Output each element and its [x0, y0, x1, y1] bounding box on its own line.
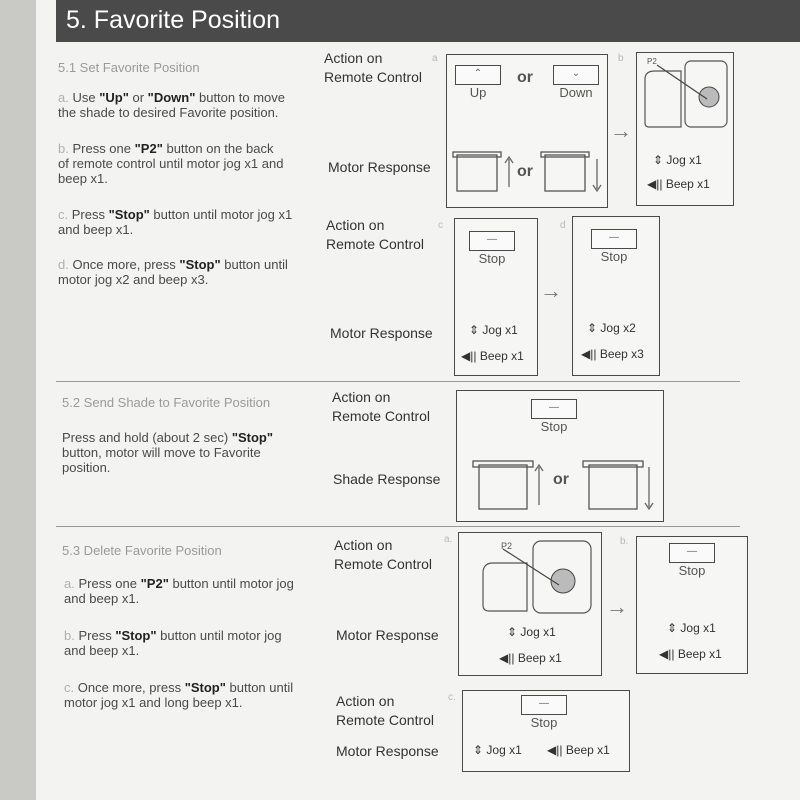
shade-up-down-icon: [457, 391, 663, 521]
speaker-icon: ◀||: [659, 647, 675, 661]
stop-button: —: [521, 695, 567, 715]
jog-response: ⇕ Jog x1: [469, 323, 518, 337]
motor-response-label: Motor Response: [330, 325, 433, 341]
shade-response-label: Shade Response: [333, 471, 441, 487]
motor-response-label: Motor Response: [328, 159, 431, 175]
arrow-right-icon: →: [606, 594, 628, 619]
stop-caption: Stop: [530, 715, 558, 730]
down-button: ⌄: [553, 65, 599, 85]
step-letter: d.: [58, 257, 69, 272]
jog-icon: ⇕: [473, 743, 484, 757]
speaker-icon: ◀||: [547, 743, 563, 757]
or-text: or: [553, 471, 569, 488]
diagram-delete-c-stop: [462, 690, 630, 772]
beep-response: ◀|| Beep x1: [659, 647, 722, 661]
jog-response: ⇕ Jog x1: [653, 153, 702, 167]
action-label: Action on Remote Control: [332, 389, 431, 424]
diagram-letter-b: b: [618, 53, 624, 64]
diagram-letter-a: a.: [444, 534, 453, 545]
step-5-2-text: Press and hold (about 2 sec) "Stop" button, motor will move to Favorite position.: [62, 430, 274, 475]
action-label: Action on Remote Control: [326, 217, 425, 252]
arrow-right-icon: →: [610, 118, 632, 143]
stop-button: —: [669, 543, 715, 563]
step-5-3-b: b. Press "Stop" button until motor jog and beep x1.: [64, 628, 282, 658]
stop-button: —: [591, 229, 637, 249]
p2-caption: P2: [647, 57, 657, 66]
stop-caption: Stop: [540, 419, 568, 434]
step-letter: b.: [64, 628, 75, 643]
p2-caption: P2: [501, 541, 513, 551]
speaker-icon: ◀||: [499, 651, 515, 665]
speaker-icon: ◀||: [461, 349, 477, 363]
jog-icon: ⇕: [507, 625, 518, 639]
speaker-icon: ◀||: [581, 347, 597, 361]
step-5-1-b: b. Press one "P2" button on the back of remote control until motor jog x1 and beep x1.: [58, 141, 284, 186]
stop-caption: Stop: [478, 251, 506, 266]
step-5-3-a: a. Press one "P2" button until motor jog and beep x1.: [64, 576, 294, 606]
page-title: 5. Favorite Position: [66, 6, 280, 34]
jog-icon: ⇕: [667, 621, 678, 635]
diagram-c-stop: [454, 218, 538, 376]
diagram-delete-a-p2: [458, 532, 602, 676]
beep-response: ◀|| Beep x1: [499, 651, 562, 665]
remote-back-icon: [637, 53, 733, 143]
action-label: Action on Remote Control: [334, 537, 433, 572]
beep-response: ◀|| Beep x1: [647, 177, 710, 191]
remote-back-icon: [459, 533, 601, 623]
action-label: Action on Remote Control: [336, 693, 435, 728]
shade-up-down-icon: [447, 55, 607, 207]
motor-response-label: Motor Response: [336, 743, 439, 759]
section-5-3-title: 5.3 Delete Favorite Position: [62, 543, 222, 558]
motor-response-label: Motor Response: [336, 627, 439, 643]
stop-button: —: [531, 399, 577, 419]
stop-caption: Stop: [678, 563, 706, 578]
step-5-1-a: a. Use "Up" or "Down" button to move the shade to desired Favorite position.: [58, 90, 285, 120]
section-divider: [56, 526, 740, 527]
step-5-1-d: d. Once more, press "Stop" button until motor jog x2 and beep x3.: [58, 257, 288, 287]
section-5-2-title: 5.2 Send Shade to Favorite Position: [62, 395, 271, 410]
up-caption: Up: [469, 85, 487, 100]
step-letter: a.: [64, 576, 75, 591]
jog-icon: ⇕: [469, 323, 480, 337]
beep-response: ◀|| Beep x1: [547, 743, 610, 757]
section-header: [56, 0, 800, 42]
or-text: or: [517, 163, 533, 180]
jog-icon: ⇕: [653, 153, 664, 167]
diagram-letter-c: c: [438, 220, 443, 231]
section-5-1-title: 5.1 Set Favorite Position: [58, 60, 200, 75]
up-button: ⌃: [455, 65, 501, 85]
step-letter: a.: [58, 90, 69, 105]
diagram-delete-b-stop: [636, 536, 748, 674]
or-text: or: [517, 69, 533, 86]
step-5-1-c: c. Press "Stop" button until motor jog x1 and beep x1.: [58, 207, 293, 237]
jog-response: ⇕ Jog x2: [587, 321, 636, 335]
diagram-b-p2: [636, 52, 734, 206]
down-caption: Down: [559, 85, 593, 100]
action-label: Action on Remote Control: [324, 50, 423, 85]
diagram-send-shade: [456, 390, 664, 522]
beep-response: ◀|| Beep x3: [581, 347, 644, 361]
diagram-d-stop: [572, 216, 660, 376]
jog-response: ⇕ Jog x1: [473, 743, 522, 757]
arrow-right-icon: →: [540, 278, 562, 303]
diagram-letter-c: c.: [448, 692, 456, 703]
step-letter: c.: [64, 680, 75, 695]
step-5-3-c: c. Once more, press "Stop" button until motor jog x1 and long beep x1.: [64, 680, 294, 710]
jog-response: ⇕ Jog x1: [667, 621, 716, 635]
speaker-icon: ◀||: [647, 177, 663, 191]
diagram-letter-a: a: [432, 53, 438, 64]
step-letter: b.: [58, 141, 69, 156]
diagram-letter-b: b.: [620, 536, 629, 547]
stop-caption: Stop: [600, 249, 628, 264]
stop-button: —: [469, 231, 515, 251]
diagram-a-up-down: [446, 54, 608, 208]
step-letter: c.: [58, 207, 69, 222]
jog-icon: ⇕: [587, 321, 598, 335]
diagram-letter-d: d: [560, 220, 566, 231]
section-divider: [56, 381, 740, 382]
jog-response: ⇕ Jog x1: [507, 625, 556, 639]
beep-response: ◀|| Beep x1: [461, 349, 524, 363]
